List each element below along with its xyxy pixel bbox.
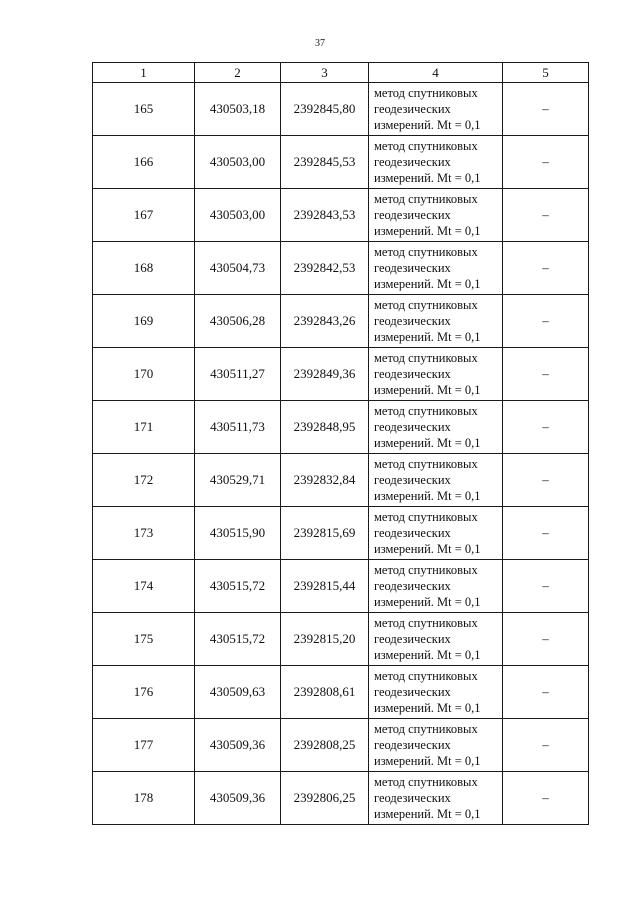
header-cell-5: 5 [503, 63, 589, 83]
point-number-cell: 166 [93, 136, 195, 189]
method-line: метод спутниковых [374, 616, 478, 630]
coordinates-table [92, 62, 589, 825]
x-coordinate-cell: 430503,00 [195, 136, 281, 189]
table-row [93, 242, 589, 295]
method-cell [369, 83, 503, 136]
y-coordinate-cell: 2392843,26 [281, 295, 369, 348]
method-cell [369, 666, 503, 719]
note-cell: – [503, 189, 589, 242]
method-line: геодезических [374, 685, 451, 699]
method-cell [369, 719, 503, 772]
x-coordinate-cell: 430511,27 [195, 348, 281, 401]
note-cell: – [503, 242, 589, 295]
method-line: метод спутниковых [374, 298, 478, 312]
method-line: геодезических [374, 102, 451, 116]
method-line: метод спутниковых [374, 669, 478, 683]
method-cell [369, 507, 503, 560]
y-coordinate-cell: 2392842,53 [281, 242, 369, 295]
method-line: геодезических [374, 473, 451, 487]
method-line: метод спутниковых [374, 775, 478, 789]
point-number-cell: 175 [93, 613, 195, 666]
table-row [93, 83, 589, 136]
header-cell-1: 1 [93, 63, 195, 83]
y-coordinate-cell: 2392808,61 [281, 666, 369, 719]
note-cell: – [503, 560, 589, 613]
x-coordinate-cell: 430509,36 [195, 719, 281, 772]
y-coordinate-cell: 2392815,69 [281, 507, 369, 560]
method-line: метод спутниковых [374, 192, 478, 206]
note-cell: – [503, 136, 589, 189]
x-coordinate-cell: 430509,36 [195, 772, 281, 825]
point-number-cell: 173 [93, 507, 195, 560]
x-coordinate-cell: 430506,28 [195, 295, 281, 348]
method-line: измерений. Mt = 0,1 [374, 648, 481, 662]
y-coordinate-cell: 2392815,44 [281, 560, 369, 613]
table-header [93, 63, 589, 83]
table-row [93, 189, 589, 242]
method-cell [369, 189, 503, 242]
method-line: метод спутниковых [374, 86, 478, 100]
method-line: измерений. Mt = 0,1 [374, 277, 481, 291]
table-row [93, 348, 589, 401]
method-line: метод спутниковых [374, 563, 478, 577]
y-coordinate-cell: 2392808,25 [281, 719, 369, 772]
method-line: метод спутниковых [374, 139, 478, 153]
method-cell [369, 136, 503, 189]
method-line: геодезических [374, 208, 451, 222]
point-number-cell: 168 [93, 242, 195, 295]
method-cell [369, 295, 503, 348]
table-row [93, 719, 589, 772]
method-cell [369, 242, 503, 295]
x-coordinate-cell: 430503,18 [195, 83, 281, 136]
point-number-cell: 176 [93, 666, 195, 719]
note-cell: – [503, 666, 589, 719]
y-coordinate-cell: 2392848,95 [281, 401, 369, 454]
x-coordinate-cell: 430529,71 [195, 454, 281, 507]
header-cell-3: 3 [281, 63, 369, 83]
point-number-cell: 177 [93, 719, 195, 772]
method-cell [369, 560, 503, 613]
method-line: геодезических [374, 367, 451, 381]
point-number-cell: 170 [93, 348, 195, 401]
method-line: метод спутниковых [374, 351, 478, 365]
x-coordinate-cell: 430504,73 [195, 242, 281, 295]
note-cell: – [503, 772, 589, 825]
method-line: метод спутниковых [374, 457, 478, 471]
method-line: метод спутниковых [374, 404, 478, 418]
method-line: измерений. Mt = 0,1 [374, 330, 481, 344]
method-line: измерений. Mt = 0,1 [374, 383, 481, 397]
note-cell: – [503, 719, 589, 772]
page-number: 37 [315, 38, 325, 49]
y-coordinate-cell: 2392849,36 [281, 348, 369, 401]
method-line: геодезических [374, 526, 451, 540]
point-number-cell: 171 [93, 401, 195, 454]
method-line: измерений. Mt = 0,1 [374, 118, 481, 132]
note-cell: – [503, 454, 589, 507]
method-line: метод спутниковых [374, 722, 478, 736]
note-cell: – [503, 295, 589, 348]
table-row [93, 666, 589, 719]
table-row [93, 507, 589, 560]
note-cell: – [503, 348, 589, 401]
note-cell: – [503, 83, 589, 136]
point-number-cell: 174 [93, 560, 195, 613]
note-cell: – [503, 613, 589, 666]
y-coordinate-cell: 2392845,80 [281, 83, 369, 136]
note-cell: – [503, 401, 589, 454]
method-line: измерений. Mt = 0,1 [374, 224, 481, 238]
method-cell [369, 454, 503, 507]
x-coordinate-cell: 430511,73 [195, 401, 281, 454]
table-row [93, 772, 589, 825]
method-line: геодезических [374, 632, 451, 646]
point-number-cell: 167 [93, 189, 195, 242]
table-row [93, 454, 589, 507]
x-coordinate-cell: 430515,90 [195, 507, 281, 560]
y-coordinate-cell: 2392843,53 [281, 189, 369, 242]
method-cell [369, 401, 503, 454]
table-row [93, 136, 589, 189]
method-cell [369, 772, 503, 825]
method-line: измерений. Mt = 0,1 [374, 595, 481, 609]
x-coordinate-cell: 430515,72 [195, 613, 281, 666]
x-coordinate-cell: 430509,63 [195, 666, 281, 719]
y-coordinate-cell: 2392815,20 [281, 613, 369, 666]
y-coordinate-cell: 2392832,84 [281, 454, 369, 507]
method-line: геодезических [374, 579, 451, 593]
y-coordinate-cell: 2392845,53 [281, 136, 369, 189]
method-line: геодезических [374, 314, 451, 328]
table-row [93, 613, 589, 666]
method-line: метод спутниковых [374, 245, 478, 259]
method-line: геодезических [374, 738, 451, 752]
point-number-cell: 172 [93, 454, 195, 507]
point-number-cell: 169 [93, 295, 195, 348]
note-cell: – [503, 507, 589, 560]
method-line: геодезических [374, 155, 451, 169]
table-row [93, 401, 589, 454]
method-line: измерений. Mt = 0,1 [374, 171, 481, 185]
method-line: измерений. Mt = 0,1 [374, 542, 481, 556]
table-row [93, 560, 589, 613]
method-line: геодезических [374, 420, 451, 434]
method-line: геодезических [374, 791, 451, 805]
method-cell [369, 613, 503, 666]
method-line: измерений. Mt = 0,1 [374, 489, 481, 503]
x-coordinate-cell: 430515,72 [195, 560, 281, 613]
header-cell-2: 2 [195, 63, 281, 83]
header-cell-4: 4 [369, 63, 503, 83]
method-cell [369, 348, 503, 401]
method-line: геодезических [374, 261, 451, 275]
method-line: измерений. Mt = 0,1 [374, 807, 481, 821]
method-line: метод спутниковых [374, 510, 478, 524]
method-line: измерений. Mt = 0,1 [374, 754, 481, 768]
point-number-cell: 178 [93, 772, 195, 825]
x-coordinate-cell: 430503,00 [195, 189, 281, 242]
y-coordinate-cell: 2392806,25 [281, 772, 369, 825]
table-body [93, 83, 589, 825]
header-row [93, 63, 589, 83]
table-row [93, 295, 589, 348]
method-line: измерений. Mt = 0,1 [374, 436, 481, 450]
method-line: измерений. Mt = 0,1 [374, 701, 481, 715]
point-number-cell: 165 [93, 83, 195, 136]
